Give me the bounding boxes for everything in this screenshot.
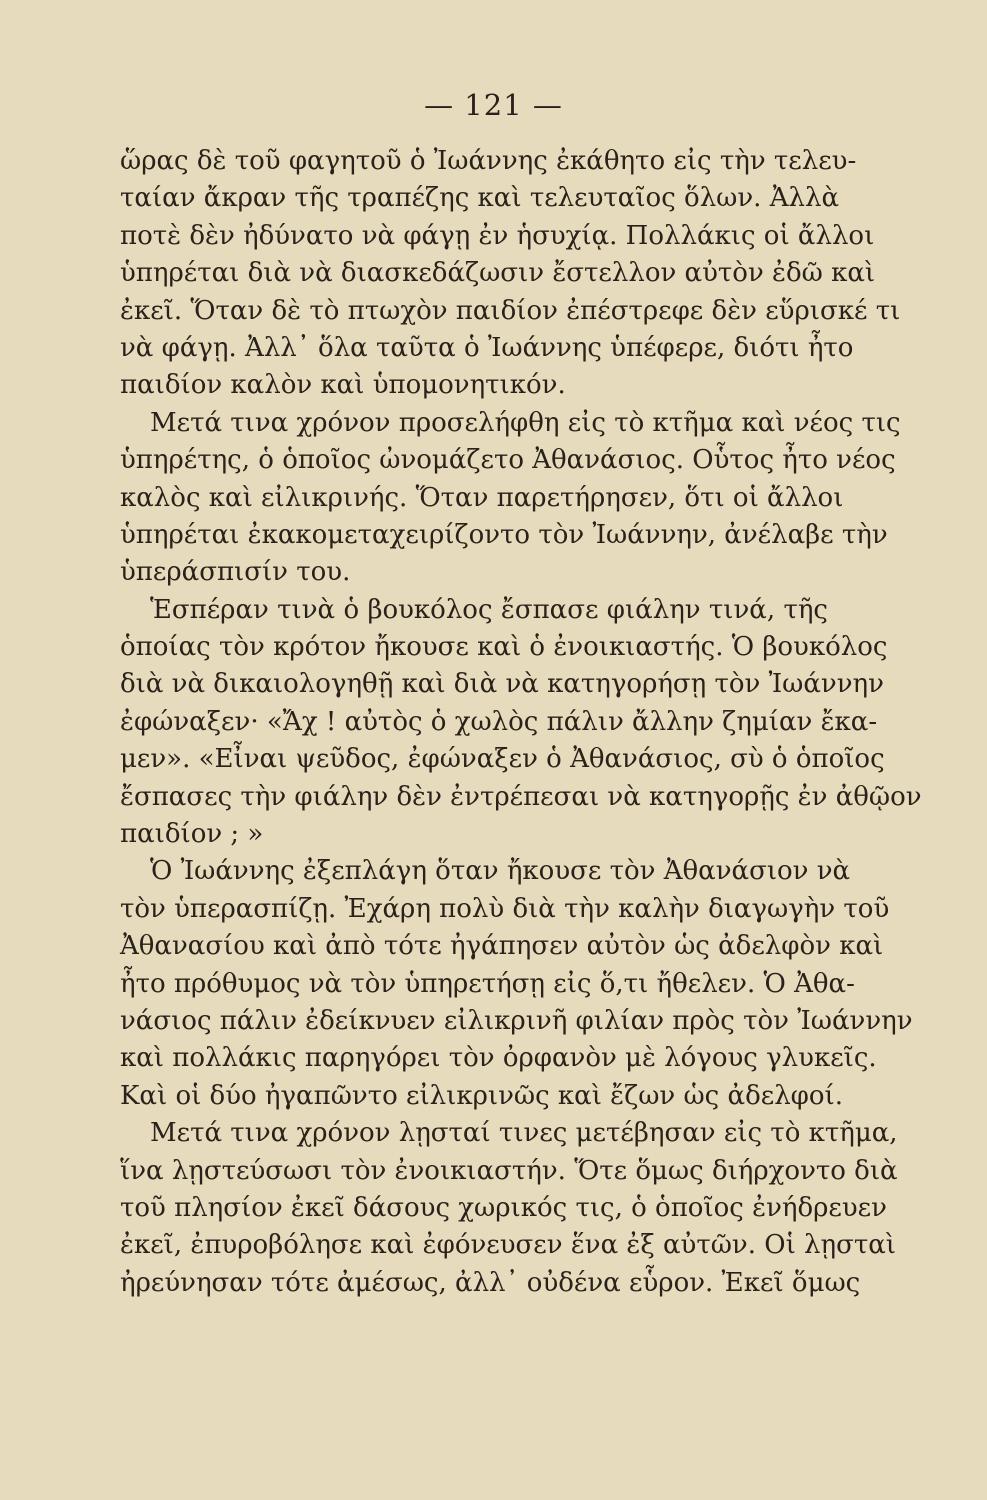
- body-text: [120, 143, 922, 1302]
- paragraph-3: [120, 592, 922, 854]
- text-line: διὰ νὰ δικαιολογηθῇ καὶ διὰ νὰ κατηγορήσῃ τὸν Ἰωάννην: [120, 669, 884, 700]
- text-line: τοῦ πλησίον ἐκεῖ δάσους χωρικός τις, ὁ ὁποῖος ἐνήδρευεν: [120, 1192, 887, 1223]
- text-line: ἔσπασες τὴν φιάλην δὲν ἐντρέπεσαι νὰ κατηγορῇς ἐν ἀθῷον: [120, 781, 922, 812]
- text-line: τὸν ὑπερασπίζῃ. Ἐχάρη πολὺ διὰ τὴν καλὴν διαγωγὴν τοῦ: [120, 893, 890, 924]
- text-line: ὥρας δὲ τοῦ φαγητοῦ ὁ Ἰωάννης ἐκάθητο εἰς τὴν τελευ-: [120, 146, 857, 176]
- text-line: Καὶ οἱ δύο ἠγαπῶντο εἰλικρινῶς καὶ ἔζων ὡς ἀδελφοί.: [120, 1080, 843, 1111]
- paragraph-4: [120, 853, 913, 1115]
- text-line: ταίαν ἄκραν τῆς τραπέζης καὶ τελευταῖος ὅλων. Ἀλλὰ: [120, 183, 839, 214]
- text-line: ὁποίας τὸν κρότον ἤκουσε καὶ ὁ ἐνοικιαστής. Ὁ βουκόλος: [120, 632, 888, 663]
- page-number: — 121 —: [424, 88, 563, 122]
- text-line: παιδίον καλὸν καὶ ὑπομονητικόν.: [120, 370, 566, 401]
- text-line: ἵνα λῃστεύσωσι τὸν ἐνοικιαστήν. Ὅτε ὅμως διήρχοντο διὰ: [120, 1155, 898, 1186]
- text-line: ὑπεράσπισίν του.: [120, 557, 351, 588]
- text-line: νὰ φάγῃ. Ἀλλ᾽ ὅλα ταῦτα ὁ Ἰωάννης ὑπέφερε, διότι ἦτο: [120, 332, 854, 363]
- text-line: ἐκεῖ. Ὅταν δὲ τὸ πτωχὸν παιδίον ἐπέστρεφε δὲν εὕρισκέ τι: [120, 295, 901, 326]
- text-line: ἐκεῖ, ἐπυροβόλησε καὶ ἐφόνευσεν ἕνα ἐξ αὐτῶν. Οἱ λῃσταὶ: [120, 1230, 896, 1261]
- text-line: ἐφώναξεν· «Ἄχ ! αὐτὸς ὁ χωλὸς πάλιν ἄλλην ζημίαν ἔκα-: [120, 706, 878, 737]
- text-line: νάσιος πάλιν ἐδείκνυεν εἰλικρινῆ φιλίαν πρὸς τὸν Ἰωάννην: [120, 1005, 913, 1036]
- text-line: παιδίον ; »: [120, 819, 264, 850]
- text-line: καὶ πολλάκις παρηγόρει τὸν ὀρφανὸν μὲ λόγους γλυκεῖς.: [120, 1043, 877, 1074]
- text-line: Μετά τινα χρόνον λῃσταί τινες μετέβησαν εἰς τὸ κτῆμα,: [150, 1118, 898, 1149]
- text-line: μεν». «Εἶναι ψεῦδος, ἐφώναξεν ὁ Ἀθανάσιος, σὺ ὁ ὁποῖος: [120, 744, 885, 775]
- text-line: Ἑσπέραν τινὰ ὁ βουκόλος ἔσπασε φιάλην τινά, τῆς: [150, 594, 828, 625]
- text-line: Ἀθανασίου καὶ ἀπὸ τότε ἠγάπησεν αὐτὸν ὡς ἀδελφὸν καὶ: [120, 931, 884, 962]
- text-line: ἠρεύνησαν τότε ἀμέσως, ἀλλ᾽ οὐδένα εὗρον. Ἐκεῖ ὅμως: [120, 1267, 861, 1298]
- paragraph-1: [120, 143, 901, 405]
- paragraph-5: [120, 1115, 898, 1302]
- text-line: Μετά τινα χρόνον προσελήφθη εἰς τὸ κτῆμα καὶ νέος τις: [150, 407, 901, 438]
- text-line: ἦτο πρόθυμος νὰ τὸν ὑπηρετήσῃ εἰς ὅ,τι ἤθελεν. Ὁ Ἀθα-: [120, 968, 855, 999]
- text-line: ὑπηρέτης, ὁ ὁποῖος ὠνομάζετο Ἀθανάσιος. Οὗτος ἦτο νέος: [120, 445, 896, 476]
- text-line: ὑπηρέται διὰ νὰ διασκεδάζωσιν ἔστελλον αὐτὸν ἐδῶ καὶ: [120, 258, 876, 289]
- text-line: ὑπηρέται ἐκακομεταχειρίζοντο τὸν Ἰωάννην, ἀνέλαβε τὴν: [120, 519, 888, 550]
- text-line: ποτὲ δὲν ἠδύνατο νὰ φάγῃ ἐν ἡσυχίᾳ. Πολλάκις οἱ ἄλλοι: [120, 220, 875, 251]
- text-line: Ὁ Ἰωάννης ἐξεπλάγη ὅταν ἤκουσε τὸν Ἀθανάσιον νὰ: [150, 856, 851, 887]
- text-line: καλὸς καὶ εἰλικρινής. Ὅταν παρετήρησεν, ὅτι οἱ ἄλλοι: [120, 482, 844, 513]
- paragraph-2: [120, 405, 901, 592]
